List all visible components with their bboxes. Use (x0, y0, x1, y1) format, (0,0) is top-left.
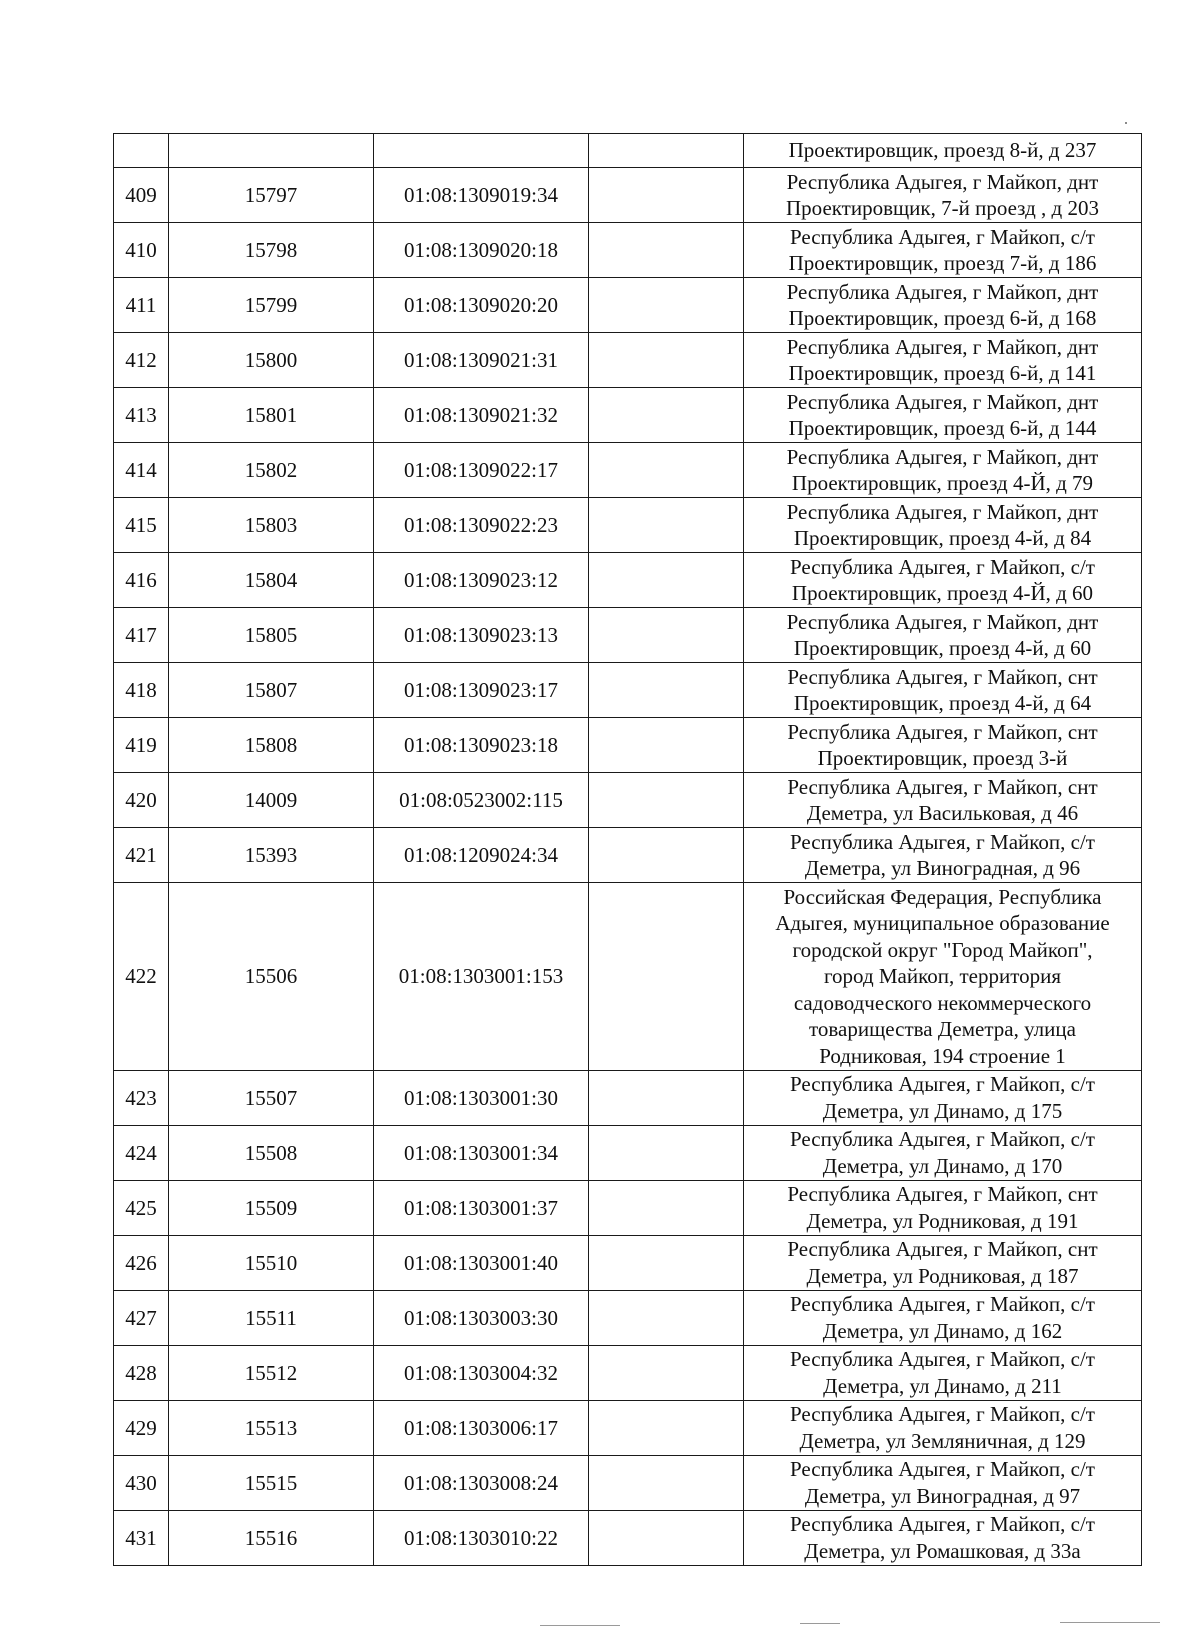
address-line: Республика Адыгея, г Майкоп, с/т (790, 1127, 1095, 1151)
cell-number: 425 (114, 1180, 169, 1235)
cell-empty (589, 168, 744, 223)
cell-empty (589, 1070, 744, 1125)
cell-cadastral-number: 01:08:1309021:32 (374, 388, 589, 443)
cell-number: 418 (114, 663, 169, 718)
cell-address (744, 773, 1142, 828)
cell-cadastral-number: 01:08:1309022:23 (374, 498, 589, 553)
address-line: Деметра, ул Виноградная, д 96 (804, 856, 1081, 880)
cell-id: 15515 (169, 1455, 374, 1510)
cell-number: 427 (114, 1290, 169, 1345)
address-line: Республика Адыгея, г Майкоп, снт (787, 664, 1098, 689)
cell-id (169, 134, 374, 168)
cell-id: 15798 (169, 223, 374, 278)
cell-empty (589, 388, 744, 443)
cell-empty (589, 1235, 744, 1290)
cell-number: 412 (114, 333, 169, 388)
cell-number: 421 (114, 828, 169, 883)
cell-number: 420 (114, 773, 169, 828)
cell-cadastral-number: 01:08:1303010:22 (374, 1510, 589, 1565)
cell-number: 426 (114, 1235, 169, 1290)
table-row (114, 1345, 1142, 1400)
address-line: город Майкоп, территория (823, 964, 1062, 988)
cell-address (744, 498, 1142, 553)
table-row (114, 1400, 1142, 1455)
cell-id: 15516 (169, 1510, 374, 1565)
cell-empty (589, 498, 744, 553)
address-line: Проектировщик, проезд 8-й, д 237 (788, 138, 1097, 163)
address-line: Проектировщик, проезд 6-й, д 141 (788, 361, 1097, 385)
cell-address (744, 1180, 1142, 1235)
cell-id: 15509 (169, 1180, 374, 1235)
address-line: Проектировщик, проезд 7-й, д 186 (788, 251, 1097, 275)
cell-id: 15799 (169, 278, 374, 333)
cell-id: 15506 (169, 883, 374, 1071)
address-line: Проектировщик, проезд 4-Й, д 60 (791, 581, 1094, 605)
cell-cadastral-number: 01:08:1303008:24 (374, 1455, 589, 1510)
cell-cadastral-number: 01:08:1303001:34 (374, 1125, 589, 1180)
address-line: Республика Адыгея, г Майкоп, с/т (790, 224, 1095, 249)
cell-number: 417 (114, 608, 169, 663)
cell-id: 15393 (169, 828, 374, 883)
address-line: Республика Адыгея, г Майкоп, снт (787, 1237, 1098, 1261)
address-line: Республика Адыгея, г Майкоп, снт (787, 774, 1098, 799)
cell-id: 15805 (169, 608, 374, 663)
cell-id: 15511 (169, 1290, 374, 1345)
table-row (114, 498, 1142, 553)
address-line: Проектировщик, проезд 4-й, д 64 (793, 691, 1092, 715)
cell-number: 423 (114, 1070, 169, 1125)
address-line: Республика Адыгея, г Майкоп, днт (786, 279, 1099, 304)
cell-id: 15804 (169, 553, 374, 608)
cell-number (114, 134, 169, 168)
address-line: Республика Адыгея, г Майкоп, днт (786, 609, 1099, 634)
cell-address (744, 1235, 1142, 1290)
address-line: Республика Адыгея, г Майкоп, с/т (790, 1512, 1095, 1536)
table-row (114, 1455, 1142, 1510)
cell-id: 15512 (169, 1345, 374, 1400)
address-line: Республика Адыгея, г Майкоп, с/т (790, 1457, 1095, 1481)
cell-address (744, 718, 1142, 773)
address-line: Республика Адыгея, г Майкоп, днт (786, 169, 1099, 194)
cell-address (744, 168, 1142, 223)
cell-number: 415 (114, 498, 169, 553)
cell-cadastral-number: 01:08:1309023:12 (374, 553, 589, 608)
scan-artifact (1125, 122, 1127, 124)
address-line: Проектировщик, проезд 3-й (817, 746, 1068, 770)
cell-id: 14009 (169, 773, 374, 828)
cell-cadastral-number: 01:08:1303001:30 (374, 1070, 589, 1125)
cell-cadastral-number: 01:08:1309023:18 (374, 718, 589, 773)
address-line: Республика Адыгея, г Майкоп, с/т (790, 829, 1095, 854)
table-row (114, 1290, 1142, 1345)
cell-cadastral-number: 01:08:1309019:34 (374, 168, 589, 223)
cell-empty (589, 1125, 744, 1180)
table-row (114, 278, 1142, 333)
address-line: Проектировщик, проезд 6-й, д 168 (788, 306, 1097, 330)
cell-address (744, 663, 1142, 718)
cell-number: 428 (114, 1345, 169, 1400)
cell-cadastral-number: 01:08:1303001:153 (374, 883, 589, 1071)
cell-number: 411 (114, 278, 169, 333)
cell-id: 15801 (169, 388, 374, 443)
address-line: Проектировщик, проезд 4-й, д 60 (793, 636, 1092, 660)
cell-number: 416 (114, 553, 169, 608)
address-line: Деметра, ул Родниковая, д 191 (806, 1208, 1079, 1233)
table-row (114, 1180, 1142, 1235)
cell-id: 15510 (169, 1235, 374, 1290)
cell-cadastral-number: 01:08:1309021:31 (374, 333, 589, 388)
cell-number: 422 (114, 883, 169, 1071)
address-line: Республика Адыгея, г Майкоп, днт (786, 334, 1099, 359)
address-line: Республика Адыгея, г Майкоп, с/т (790, 554, 1095, 579)
cell-number: 409 (114, 168, 169, 223)
cell-number: 424 (114, 1125, 169, 1180)
address-line: садоводческого некоммерческого (793, 990, 1092, 1015)
address-line: Республика Адыгея, г Майкоп, с/т (790, 1072, 1095, 1096)
table-row (114, 1070, 1142, 1125)
address-line: Проектировщик, проезд 4-Й, д 79 (791, 471, 1094, 495)
cell-id: 15807 (169, 663, 374, 718)
cell-id: 15508 (169, 1125, 374, 1180)
table-row (114, 333, 1142, 388)
cell-address (744, 1510, 1142, 1565)
cell-empty (589, 553, 744, 608)
cell-cadastral-number: 01:08:1309023:13 (374, 608, 589, 663)
address-line: Деметра, ул Родниковая, д 187 (806, 1263, 1079, 1288)
cell-id: 15800 (169, 333, 374, 388)
cell-address (744, 1455, 1142, 1510)
cell-empty (589, 134, 744, 168)
table-row (114, 553, 1142, 608)
cell-id: 15507 (169, 1070, 374, 1125)
table-row (114, 443, 1142, 498)
cell-address (744, 1400, 1142, 1455)
cell-empty (589, 333, 744, 388)
cell-empty (589, 718, 744, 773)
address-line: Республика Адыгея, г Майкоп, с/т (790, 1402, 1095, 1426)
address-line: Деметра, ул Динамо, д 170 (822, 1153, 1063, 1178)
cell-address (744, 1345, 1142, 1400)
table-row (114, 223, 1142, 278)
address-line: Республика Адыгея, г Майкоп, снт (787, 719, 1098, 744)
address-line: Проектировщик, 7-й проезд , д 203 (786, 196, 1099, 220)
cell-address (744, 1290, 1142, 1345)
address-line: Деметра, ул Ромашковая, д 33а (804, 1538, 1081, 1563)
cell-cadastral-number: 01:08:1309023:17 (374, 663, 589, 718)
cell-number: 413 (114, 388, 169, 443)
cell-number: 429 (114, 1400, 169, 1455)
cell-empty (589, 828, 744, 883)
cell-cadastral-number: 01:08:1303001:40 (374, 1235, 589, 1290)
cell-empty (589, 773, 744, 828)
cell-empty (589, 1455, 744, 1510)
table-row (114, 1125, 1142, 1180)
cell-id: 15803 (169, 498, 374, 553)
cell-cadastral-number: 01:08:1309020:20 (374, 278, 589, 333)
cell-cadastral-number: 01:08:1303001:37 (374, 1180, 589, 1235)
cell-empty (589, 1345, 744, 1400)
cell-cadastral-number: 01:08:1309022:17 (374, 443, 589, 498)
scan-artifact (1060, 1622, 1160, 1623)
address-line: товарищества Деметра, улица (809, 1017, 1076, 1041)
cell-empty (589, 663, 744, 718)
address-line: Адыгея, муниципальное образование (775, 911, 1110, 935)
cell-id: 15808 (169, 718, 374, 773)
cell-address (744, 134, 1142, 168)
table-row (114, 1510, 1142, 1565)
cell-number: 430 (114, 1455, 169, 1510)
cell-address (744, 223, 1142, 278)
address-line: Деметра, ул Динамо, д 211 (823, 1373, 1062, 1398)
cell-address (744, 883, 1142, 1071)
cell-address (744, 828, 1142, 883)
cell-empty (589, 1290, 744, 1345)
cell-number: 419 (114, 718, 169, 773)
address-line: Деметра, ул Виноградная, д 97 (804, 1483, 1081, 1508)
table-row (114, 608, 1142, 663)
table-body (114, 134, 1142, 1566)
cell-number: 410 (114, 223, 169, 278)
cell-address (744, 278, 1142, 333)
address-line: Республика Адыгея, г Майкоп, снт (787, 1182, 1098, 1206)
cell-address (744, 1125, 1142, 1180)
cell-address (744, 1070, 1142, 1125)
address-line: Республика Адыгея, г Майкоп, днт (786, 499, 1099, 524)
cell-empty (589, 883, 744, 1071)
table-row (114, 883, 1142, 1071)
cell-cadastral-number: 01:08:1209024:34 (374, 828, 589, 883)
table-row (114, 828, 1142, 883)
cell-number: 431 (114, 1510, 169, 1565)
cell-address (744, 553, 1142, 608)
cell-empty (589, 223, 744, 278)
cell-id: 15797 (169, 168, 374, 223)
address-line: Республика Адыгея, г Майкоп, с/т (790, 1347, 1095, 1371)
address-line: Деметра, ул Земляничная, д 129 (799, 1428, 1086, 1453)
cell-number: 414 (114, 443, 169, 498)
table-row (114, 168, 1142, 223)
address-line: Российская Федерация, Республика (783, 884, 1102, 909)
cell-cadastral-number: 01:08:1303006:17 (374, 1400, 589, 1455)
cell-cadastral-number: 01:08:1309020:18 (374, 223, 589, 278)
address-line: Деметра, ул Васильковая, д 46 (806, 801, 1079, 825)
cell-empty (589, 1400, 744, 1455)
cell-id: 15802 (169, 443, 374, 498)
cell-address (744, 443, 1142, 498)
cell-empty (589, 1510, 744, 1565)
address-line: Родниковая, 194 строение 1 (819, 1043, 1066, 1068)
table-row (114, 718, 1142, 773)
table-row (114, 1235, 1142, 1290)
cell-empty (589, 278, 744, 333)
address-line: Проектировщик, проезд 4-й, д 84 (793, 526, 1092, 550)
cell-cadastral-number: 01:08:1303004:32 (374, 1345, 589, 1400)
cell-address (744, 333, 1142, 388)
cell-cadastral-number: 01:08:0523002:115 (374, 773, 589, 828)
address-line: Деметра, ул Динамо, д 162 (822, 1318, 1063, 1343)
cell-empty (589, 1180, 744, 1235)
address-line: Республика Адыгея, г Майкоп, днт (786, 444, 1099, 469)
cell-id: 15513 (169, 1400, 374, 1455)
address-line: Республика Адыгея, г Майкоп, днт (786, 389, 1099, 414)
cell-empty (589, 608, 744, 663)
address-line: Деметра, ул Динамо, д 175 (822, 1098, 1063, 1123)
table-row (114, 388, 1142, 443)
address-line: Проектировщик, проезд 6-й, д 144 (788, 416, 1097, 440)
address-line: городской округ "Город Майкоп", (792, 937, 1093, 962)
land-plots-table (113, 133, 1142, 1566)
scan-artifact (800, 1623, 840, 1624)
cell-cadastral-number (374, 134, 589, 168)
cell-address (744, 388, 1142, 443)
cell-cadastral-number: 01:08:1303003:30 (374, 1290, 589, 1345)
table-row (114, 773, 1142, 828)
scan-artifact (540, 1625, 620, 1626)
cell-empty (589, 443, 744, 498)
continuation-row (114, 134, 1142, 168)
table-row (114, 663, 1142, 718)
cell-address (744, 608, 1142, 663)
address-line: Республика Адыгея, г Майкоп, с/т (790, 1292, 1095, 1316)
